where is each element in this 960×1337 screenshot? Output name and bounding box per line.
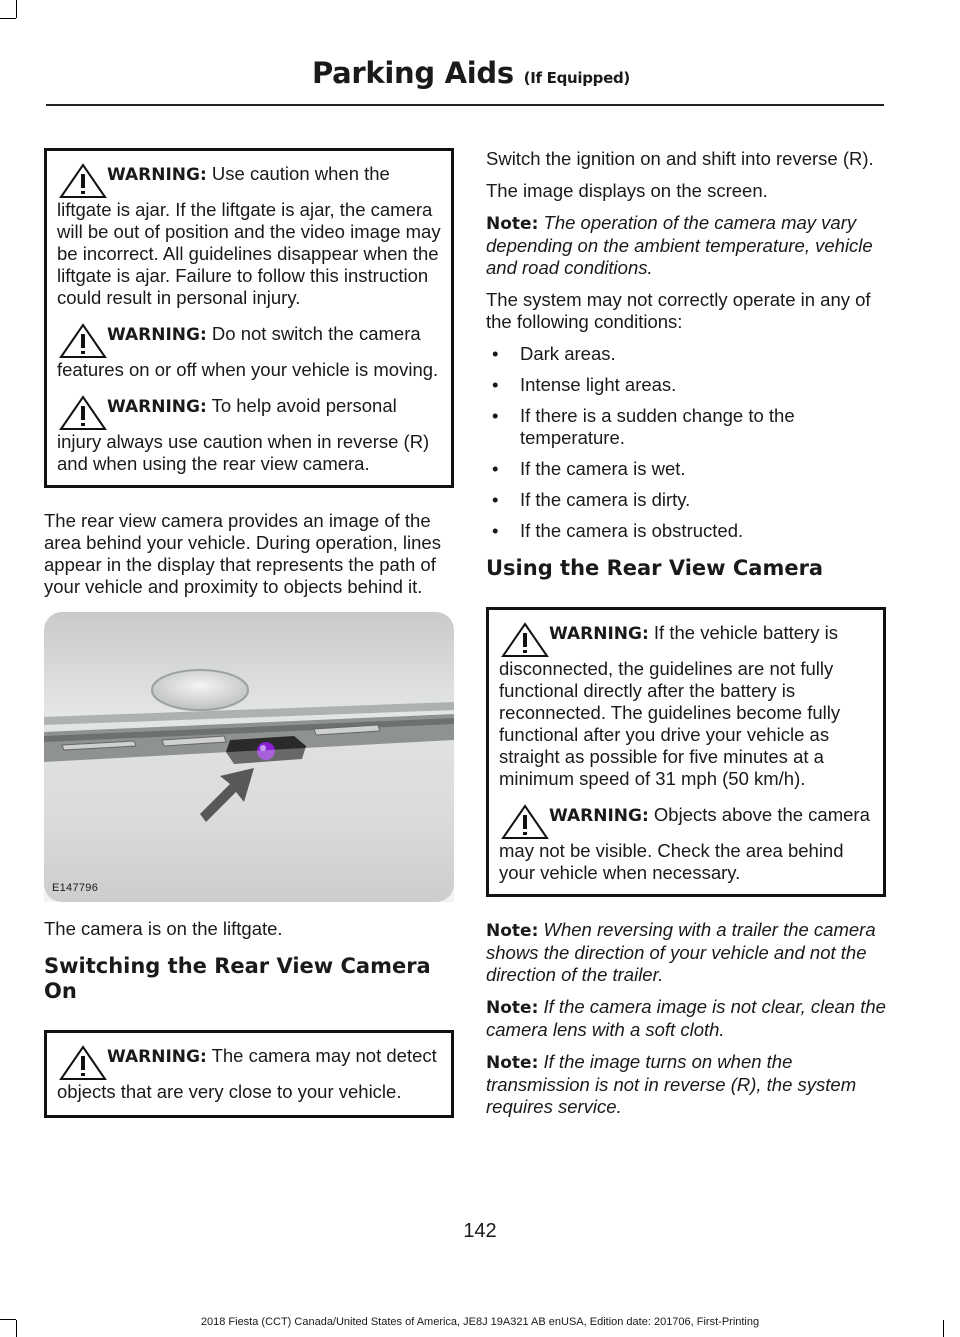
page-number: 142 [463, 1220, 497, 1242]
warning-label: WARNING: [107, 397, 207, 417]
warning-triangle-icon [59, 323, 107, 359]
note [486, 919, 896, 986]
warning-triangle-icon [59, 1045, 107, 1081]
warning-text: If the vehicle battery is disconnected, the guidelines are not fully functional directly after the battery is reconnected. The guidelines become fully functional after you drive your vehicle as straight as possible for five minutes at a minimum speed of 31 mph (50 km/h). [499, 622, 841, 789]
warning-triangle-icon [59, 163, 107, 199]
list-item: • If there is a sudden change to the temperature. [486, 405, 896, 449]
list-item: • If the camera is dirty. [486, 489, 896, 511]
warning-item [57, 395, 443, 475]
figure-caption: The camera is on the liftgate. [44, 918, 283, 939]
list-item: • Intense light areas. [486, 374, 896, 396]
header-rule [46, 104, 884, 106]
liftgate-illustration [44, 612, 454, 902]
note [486, 212, 896, 279]
header-subtitle: (If Equipped) [523, 69, 630, 87]
warning-box [44, 148, 454, 488]
section-heading: Using the Rear View Camera [486, 556, 824, 580]
warning-item [57, 1045, 443, 1103]
warning-text: Objects above the camera may not be visible. Check the area behind your vehicle when necessary. [499, 804, 870, 883]
note-text: If the camera image is not clear, clean the camera lens with a soft cloth. [486, 996, 886, 1040]
note-text: When reversing with a trailer the camera shows the direction of your vehicle and not the direction of the trailer. [486, 919, 876, 985]
list-item: • If the camera is obstructed. [486, 520, 896, 542]
footer: 2018 Fiesta (CCT) Canada/United States of America, JE8J 19A321 AB enUSA, Edition date: 201706, First-Printing [200, 1316, 760, 1328]
camera-figure [44, 612, 454, 902]
warning-box [44, 1030, 454, 1118]
note-label: Note: [486, 1053, 539, 1073]
crop-mark-top-left [16, 0, 17, 18]
warning-triangle-icon [501, 804, 549, 840]
note-label: Note: [486, 998, 539, 1018]
paragraph: The system may not correctly operate in any of the following conditions: [486, 289, 871, 332]
warning-label: WARNING: [107, 1047, 207, 1067]
warning-label: WARNING: [549, 624, 649, 644]
warning-triangle-icon [501, 622, 549, 658]
note-text: The operation of the camera may vary depending on the ambient temperature, vehicle and road conditions. [486, 212, 873, 278]
note-text: If the image turns on when the transmission is not in reverse (R), the system requires service. [486, 1051, 857, 1117]
warning-label: WARNING: [549, 806, 649, 826]
conditions-list [486, 343, 896, 542]
note [486, 1051, 896, 1118]
note [486, 996, 896, 1041]
warning-item [57, 163, 443, 309]
left-column [44, 148, 454, 1140]
note-label: Note: [486, 921, 539, 941]
warning-box [486, 607, 886, 897]
crop-mark-top-left-h [0, 18, 16, 19]
paragraph: Switch the ignition on and shift into reverse (R). [486, 148, 874, 169]
section-heading: Switching the Rear View Camera On [44, 954, 431, 1003]
warning-item [499, 622, 875, 790]
note-label: Note: [486, 214, 539, 234]
intro-paragraph: The rear view camera provides an image of the area behind your vehicle. During operation, lines appear in the display that represents the path of your vehicle and proximity to objects behind it. [44, 510, 441, 597]
warning-text: Do not switch the camera features on or off when your vehicle is moving. [57, 323, 439, 380]
figure-id: E147796 [52, 882, 99, 894]
list-item: • If the camera is wet. [486, 458, 896, 480]
warning-label: WARNING: [107, 165, 207, 185]
right-column [486, 148, 896, 1128]
warning-text: Use caution when the liftgate is ajar. If the liftgate is ajar, the camera will be out of position and the video image may be incorrect. All guidelines disappear when the liftgate is ajar. Failure to follow this instruction could result in personal injury. [57, 163, 441, 308]
warning-text: The camera may not detect objects that are very close to your vehicle. [57, 1045, 437, 1102]
warning-label: WARNING: [107, 325, 207, 345]
warning-text: To help avoid personal injury always use caution when in reverse (R) and when using the rear view camera. [57, 395, 430, 474]
warning-item [499, 804, 875, 884]
header-title: Parking Aids [311, 56, 514, 90]
list-item: • Dark areas. [486, 343, 896, 365]
paragraph: The image displays on the screen. [486, 180, 768, 201]
warning-triangle-icon [59, 395, 107, 431]
warning-item [57, 323, 443, 381]
page-header [312, 56, 630, 90]
